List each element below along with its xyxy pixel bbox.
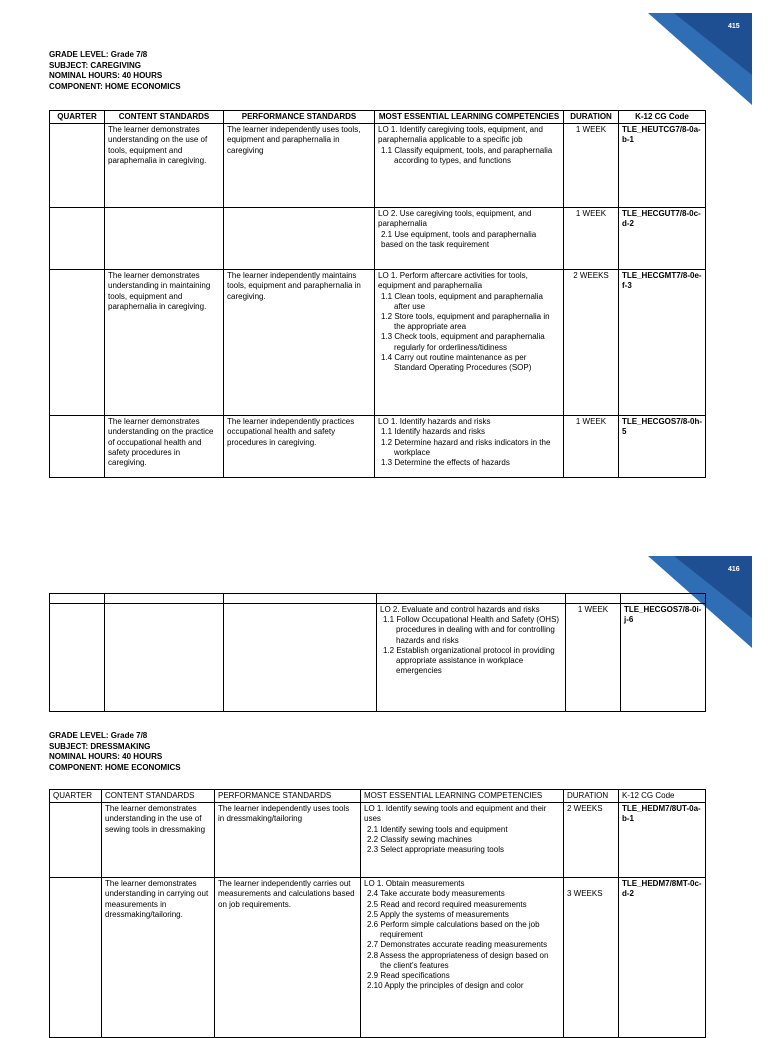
sub-competency: 1.3 Determine the effects of hazards [381,458,510,468]
nominal-hours: NOMINAL HOURS: 40 HOURS [49,752,163,761]
component: COMPONENT: HOME ECONOMICS [49,762,181,772]
competency-cell [361,803,564,878]
code-cell: TLE_HECGOS7/8-0i-j-6 [621,604,706,712]
table-header-row [50,790,706,803]
competencies-table [49,110,706,478]
quarter-cell [50,416,105,478]
duration-cell: 1 WEEK [564,416,619,478]
page-number: 416 [728,566,740,573]
lo-title: LO 2. Use caregiving tools, equipment, and paraphernalia [378,209,532,229]
sub-competency: 1.1 Follow Occupational Health and Safety (OHS) procedures in dealing with and for controlling hazards and risks [383,615,560,645]
col-code: K-12 CG Code [619,111,706,124]
code-cell: TLE_HECGOS7/8-0h-5 [619,416,706,478]
quarter-cell [50,878,102,1038]
col-quarter: QUARTER [50,790,102,803]
sub-competency: 2.5 Read and record required measurements [367,899,527,909]
content-cell [105,208,224,270]
sub-competency: 1.1 Clean tools, equipment and paraphernalia after use [381,291,543,311]
performance-cell: The learner independently practices occupational health and safety procedures in caregiving. [224,416,375,478]
table-row [50,124,706,208]
nominal-hours: NOMINAL HOURS: 40 HOURS [49,71,163,80]
col-duration: DURATION [564,790,619,803]
code-cell: TLE_HECGUT7/8-0c-d-2 [619,208,706,270]
code-cell: TLE_HECGMT7/8-0e-f-3 [619,270,706,416]
table-row [50,208,706,270]
content-cell: The learner demonstrates understanding in the use of sewing tools in dressmaking [102,803,215,878]
quarter-cell [50,124,105,208]
competency-cell [361,878,564,1038]
curriculum-header [49,731,181,773]
sub-competency: 1.1 Identify hazards and risks [381,427,486,437]
code-cell: TLE_HEUTCG7/8-0a-b-1 [619,124,706,208]
table-row [50,604,706,712]
sub-competency: 2.9 Read specifications [367,971,450,981]
sub-competency: 2.8 Assess the appropriateness of design based on the client's features [367,950,549,970]
col-content-standards: CONTENT STANDARDS [105,111,224,124]
sub-competency: 1.2 Determine hazard and risks indicators in the workplace [381,437,551,457]
grade-level: GRADE LEVEL: Grade 7/8 [49,731,148,740]
sub-competency: 1.4 Carry out routine maintenance as per Standard Operating Procedures (SOP) [381,352,532,373]
sub-competency: 1.1 Classify equipment, tools, and paraphernalia according to types, and functions [381,145,553,165]
table-header-row [50,111,706,124]
table-row [50,416,706,478]
curriculum-header [49,50,181,92]
col-quarter: QUARTER [50,111,105,124]
code-cell: TLE_HEDM7/8MT-0c-d-2 [619,878,706,1038]
sub-competency: 2.10 Apply the principles of design and color [367,981,524,991]
duration-cell: 1 WEEK [564,208,619,270]
performance-cell: The learner independently carries out measurements and calculations based on job requirements. [215,878,361,1038]
content-cell: The learner demonstrates understanding in carrying out measurements in dressmaking/tailoring. [102,878,215,1038]
competency-cell [375,124,564,208]
duration-cell: 2 WEEKS [564,270,619,416]
lo-title: LO 1. Identify caregiving tools, equipment, and paraphernalia applicable to a specific job [378,125,543,145]
content-cell: The learner demonstrates understanding on the practice of occupational health and safety procedures in caregiving. [105,416,224,478]
duration-cell: 2 WEEKS [564,803,619,878]
sub-competency: 2.5 Apply the systems of measurements [367,909,509,919]
col-competencies: MOST ESSENTIAL LEARNING COMPETENCIES [361,790,564,803]
content-cell: The learner demonstrates understanding on the use of tools, equipment and paraphernalia in caregiving. [105,124,224,208]
col-performance-standards: PERFORMANCE STANDARDS [224,111,375,124]
col-duration: DURATION [564,111,619,124]
competency-cell [375,416,564,478]
content-cell: The learner demonstrates understanding in maintaining tools, equipment and paraphernalia in caregiving. [105,270,224,416]
table-row [50,878,706,1038]
blank-header-row [50,594,706,604]
sub-competency: 2.2 Classify sewing machines [367,834,472,844]
competency-cell [377,604,566,712]
page-number: 415 [728,23,740,30]
sub-competency: 2.6 Perform simple calculations based on the job requirement [367,920,540,940]
performance-cell: The learner independently uses tools, equipment and paraphernalia in caregiving [224,124,375,208]
duration-cell [564,878,619,1038]
col-performance-standards: PERFORMANCE STANDARDS [215,790,361,803]
sub-competency: 2.1 Identify sewing tools and equipment [367,824,508,834]
lo-title: LO 2. Evaluate and control hazards and risks [380,605,540,614]
competency-cell [375,270,564,416]
quarter-cell [50,803,102,878]
performance-cell: The learner independently maintains tools, equipment and paraphernalia in caregiving. [224,270,375,416]
sub-competency: 2.1 Use equipment, tools and paraphernalia based on the task requirement [381,229,537,249]
lo-title: LO 1. Obtain measurements [364,879,465,889]
sub-competency: 2.7 Demonstrates accurate reading measurements [367,940,548,950]
col-content-standards: CONTENT STANDARDS [102,790,215,803]
col-competencies: MOST ESSENTIAL LEARNING COMPETENCIES [375,111,564,124]
performance-cell [224,208,375,270]
table-row [50,803,706,878]
sub-competency: 2.4 Take accurate body measurements [367,889,505,899]
lo-title: LO 1. Perform aftercare activities for tools, equipment and paraphernalia [378,271,528,291]
duration-cell: 1 WEEK [564,124,619,208]
subject: SUBJECT: DRESSMAKING [49,741,151,751]
performance-cell: The learner independently uses tools in dressmaking/tailoring [215,803,361,878]
lo-title: LO 1. Identify hazards and risks [378,417,491,427]
col-code: K-12 CG Code [619,790,706,803]
duration-value: 3 WEEKS [567,889,603,899]
sub-competency: 1.2 Store tools, equipment and paraphernalia in the appropriate area [381,312,550,332]
quarter-cell [50,270,105,416]
table-row [50,270,706,416]
grade-level: GRADE LEVEL: Grade 7/8 [49,50,148,59]
duration-cell: 1 WEEK [566,604,621,712]
code-cell: TLE_HEDM7/8UT-0a-b-1 [619,803,706,878]
sub-competency: 1.3 Check tools, equipment and paraphernalia regularly for orderliness/tidiness [381,332,545,352]
component: COMPONENT: HOME ECONOMICS [49,81,181,91]
sub-competency: 1.2 Establish organizational protocol in providing appropriate assistance in workplace emergencies [383,645,555,676]
sub-competency: 2.3 Select appropriate measuring tools [367,845,504,855]
competency-cell [375,208,564,270]
lo-title: LO 1. Identify sewing tools and equipment and their uses [364,804,547,824]
competencies-table [49,789,706,1038]
continuation-table [49,593,706,712]
quarter-cell [50,208,105,270]
subject: SUBJECT: CAREGIVING [49,60,142,70]
